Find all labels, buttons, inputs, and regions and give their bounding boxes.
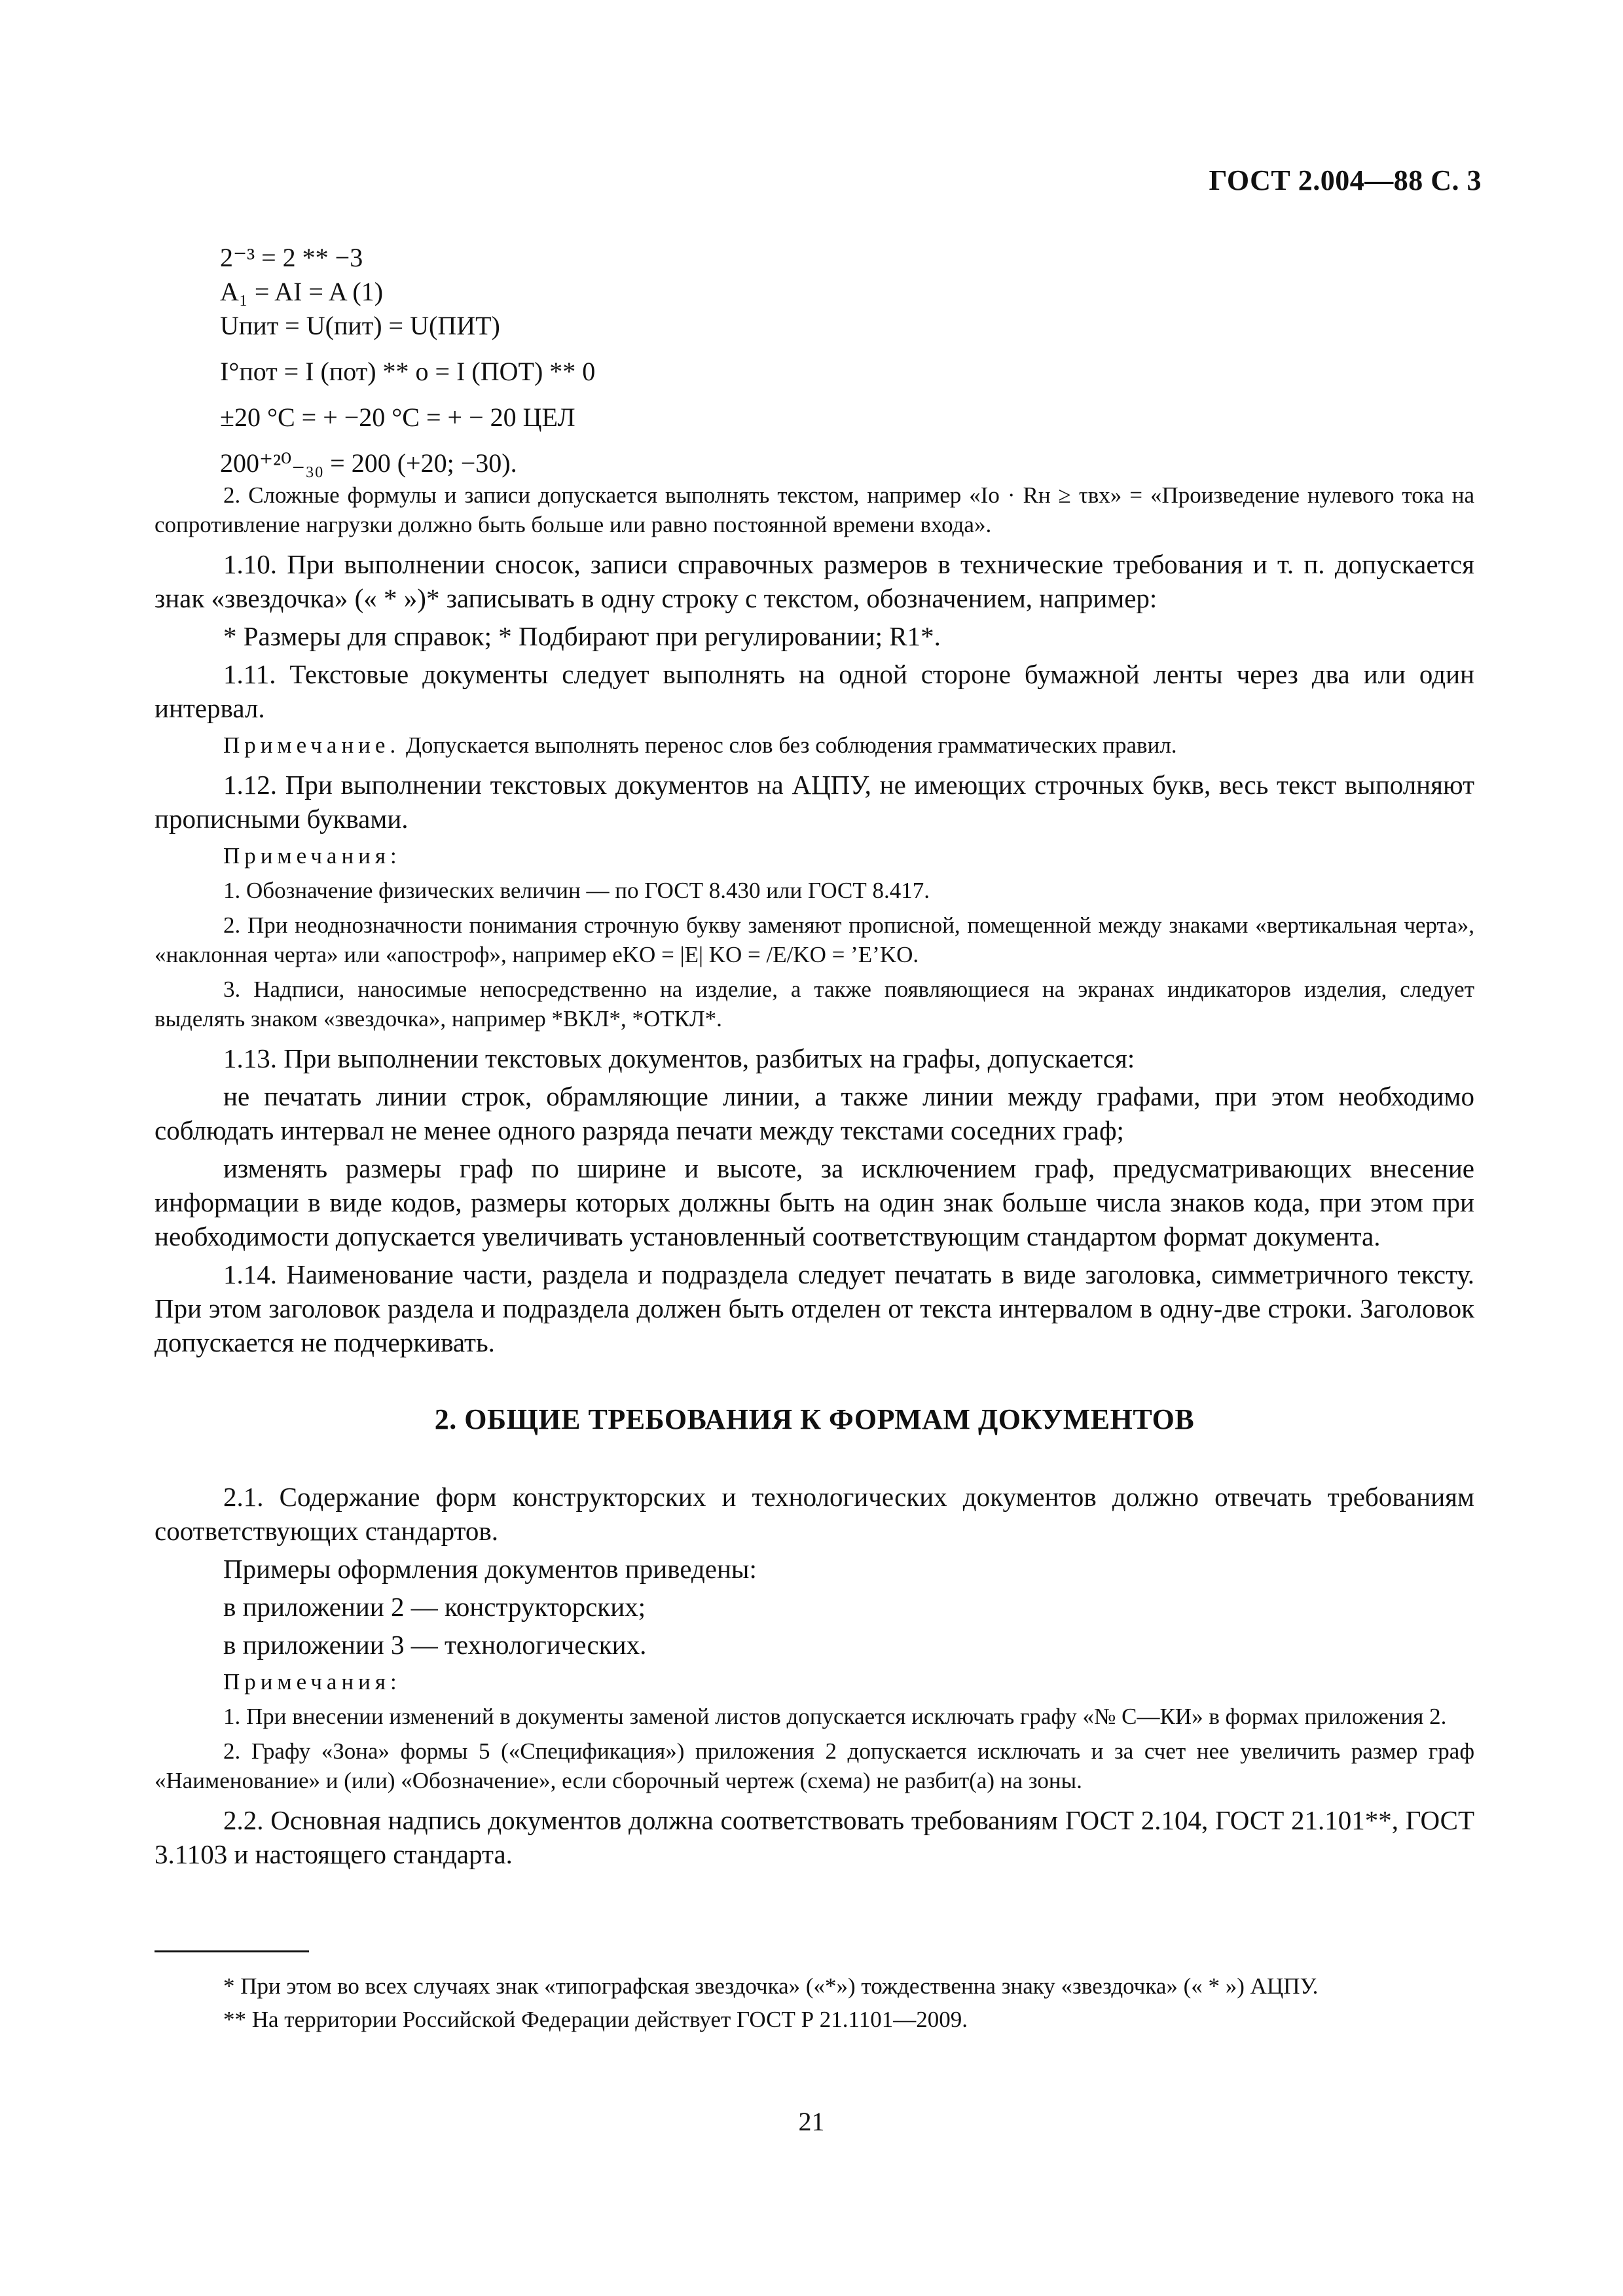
paragraph-1-11: 1.11. Текстовые документы следует выполнять на одной стороне бумажной ленты через два или один интервал. <box>155 659 1474 723</box>
notes-label: Примечания: <box>223 843 401 869</box>
paragraph-appendix-2: в приложении 2 — конструкторских; <box>223 1592 646 1622</box>
paragraph-1-13-b: изменять размеры граф по ширине и высоте, за исключением граф, предусматривающих внесение информации в виде кодов, размеры которых должны быть на один знак больше числа знаков кода, при этом при необходимости допускается увеличивать установленный соответствующим стандартом формат документа. <box>155 1153 1474 1251</box>
note-paragraph <box>155 730 1474 760</box>
paragraph-1-10: 1.10. При выполнении сносок, записи справочных размеров в технические требования и т. п. допускается знак «звездочка» (« * »)* записывать в одну строку с текстом, обозначением, например: <box>155 549 1474 613</box>
formula-line: Uпит = U(пит) = U(ПИТ) <box>220 311 500 340</box>
formula-line: ±20 °C = + −20 °C = + − 20 ЦЕЛ <box>220 403 575 432</box>
page-content <box>155 241 1474 1871</box>
note-item: 1. Обозначение физических величин — по ГОСТ 8.430 или ГОСТ 8.417. <box>223 878 930 903</box>
running-head: ГОСТ 2.004—88 С. 3 <box>1209 164 1482 196</box>
note-text: Допускается выполнять перенос слов без соблюдения грамматических правил. <box>400 732 1177 758</box>
formula-line: 200⁺²⁰₋₃₀ = 200 (+20; −30). <box>220 448 517 478</box>
note-paragraph: 2. Сложные формулы и записи допускается выполнять текстом, например «Io · Rн ≥ τвх» = «Произведение нулевого тока на сопротивление нагрузки должно быть больше или равно постоянной времени входа». <box>155 482 1474 537</box>
note-item: 2. При неоднозначности понимания строчную букву заменяют прописной, помещенной между знаками «вертикальная черта», «наклонная черта» или «апостроф», например eKO = |E| KO = /E/KO = ’E’KO. <box>155 912 1474 967</box>
notes-label: Примечания: <box>223 1669 401 1695</box>
formula-line: I°пот = I (пот) ** о = I (ПОТ) ** 0 <box>220 357 596 386</box>
paragraph-examples: Примеры оформления документов приведены: <box>223 1554 757 1584</box>
paragraph-example: * Размеры для справок; * Подбирают при регулировании; R1*. <box>223 621 941 651</box>
note-label: Примечание. <box>223 732 401 758</box>
paragraph-1-13-a: не печатать линии строк, обрамляющие линии, а также линии между графами, при этом необходимо соблюдать интервал не менее одного разряда печати между текстами соседних граф; <box>155 1081 1474 1145</box>
footnote-divider <box>155 1950 309 1952</box>
paragraph-2-2: 2.2. Основная надпись документов должна соответствовать требованиям ГОСТ 2.104, ГОСТ 21.101**, ГОСТ 3.1103 и настоящего стандарта. <box>155 1805 1474 1869</box>
footnote: ** На территории Российской Федерации действует ГОСТ Р 21.1101—2009. <box>223 2007 968 2032</box>
paragraph-1-14: 1.14. Наименование части, раздела и подраздела следует печатать в виде заголовка, симметричного тексту. При этом заголовок раздела и подраздела должен быть отделен от текста интервалом в одну-две строки. Заголовок допускается не подчеркивать. <box>155 1259 1474 1357</box>
page-number: 21 <box>798 2107 825 2136</box>
note-item: 2. Графу «Зона» формы 5 («Спецификация») приложения 2 допускается исключать и за счет нее увеличить размер граф «Наименование» и (или) «Обозначение», если сборочный чертеж (схема) не разбит(а) на зоны. <box>155 1738 1474 1793</box>
formula-line: 2⁻³ = 2 ** −3 <box>220 243 363 272</box>
formula-block <box>155 241 1474 480</box>
footnotes <box>155 1971 1474 2034</box>
note-item: 3. Надписи, наносимые непосредственно на изделие, а также появляющиеся на экранах индикаторов изделия, следует выделять знаком «звездочка», например *ВКЛ*, *ОТКЛ*. <box>155 977 1474 1031</box>
paragraph-1-13: 1.13. При выполнении текстовых документов, разбитых на графы, допускается: <box>223 1043 1135 1073</box>
formula-line: A₁ = AI = A (1) <box>220 277 384 306</box>
paragraph-2-1: 2.1. Содержание форм конструкторских и технологических документов должно отвечать требованиям соответствующих стандартов. <box>155 1482 1474 1546</box>
note-item: 1. При внесении изменений в документы заменой листов допускается исключать графу «№ С—КИ» в формах приложения 2. <box>223 1704 1447 1729</box>
paragraph-1-12: 1.12. При выполнении текстовых документов на АЦПУ, не имеющих строчных букв, весь текст выполняют прописными буквами. <box>155 770 1474 834</box>
paragraph-appendix-3: в приложении 3 — технологических. <box>223 1630 647 1660</box>
section-title: 2. ОБЩИЕ ТРЕБОВАНИЯ К ФОРМАМ ДОКУМЕНТОВ <box>434 1403 1195 1435</box>
footnote: * При этом во всех случаях знак «типографская звездочка» («*») тождественна знаку «звездочка» (« * ») АЦПУ. <box>223 1973 1319 1999</box>
